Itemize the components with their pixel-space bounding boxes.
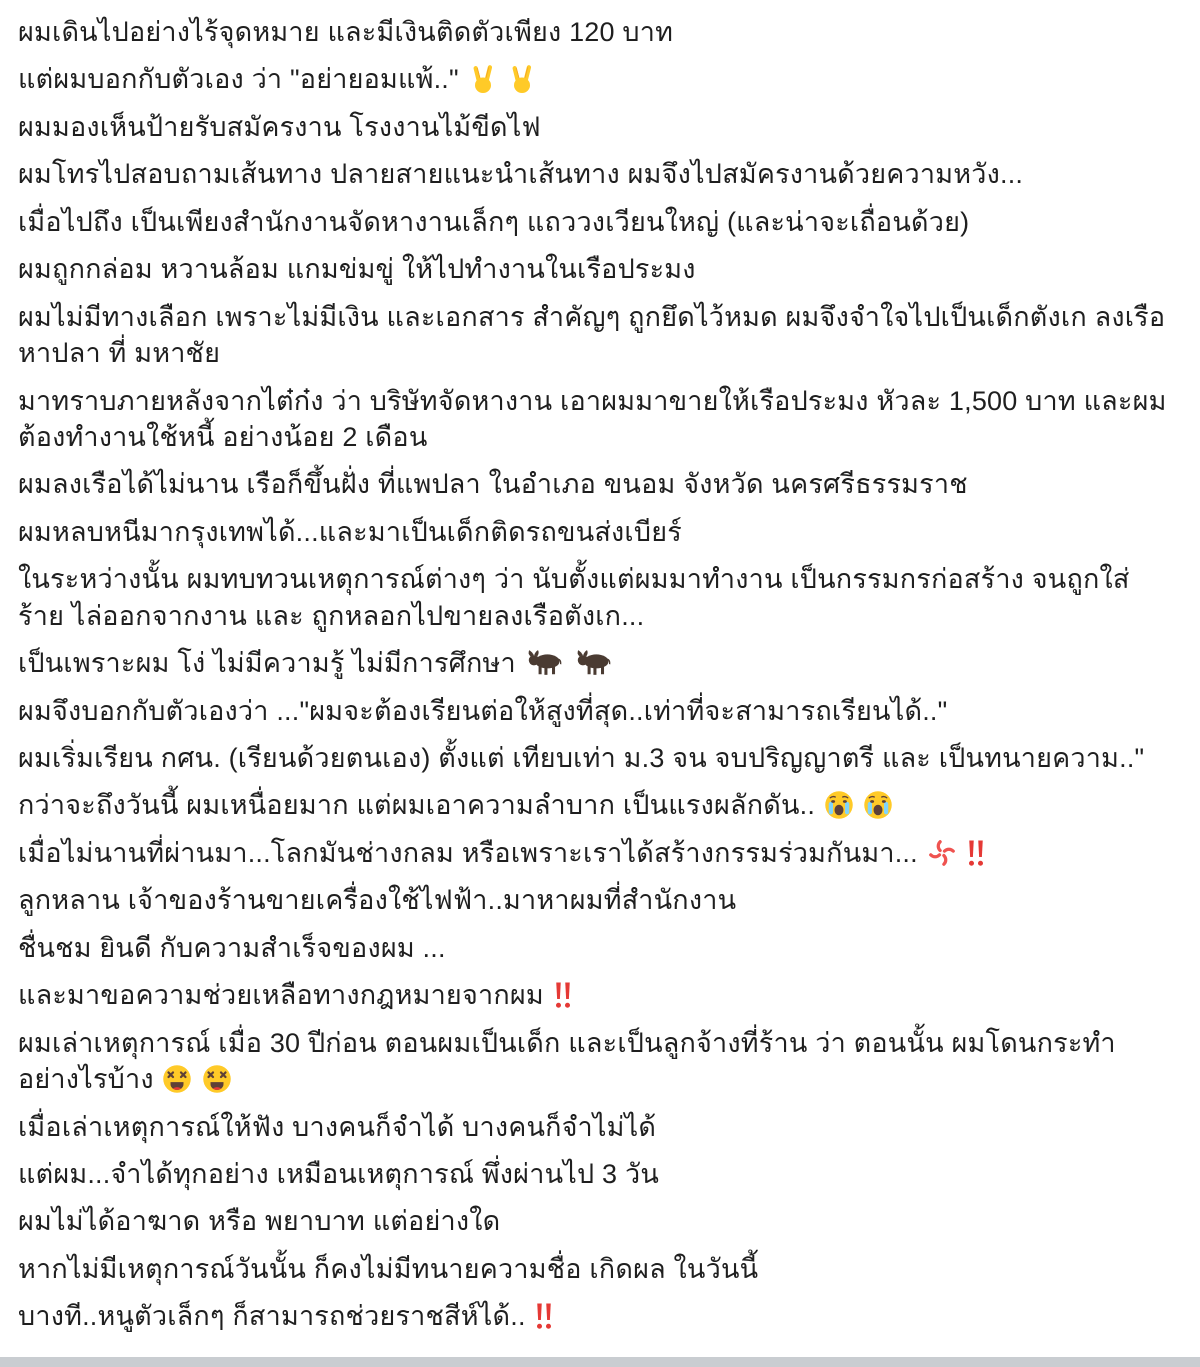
paragraph [18, 1298, 1174, 1334]
victory-hand-icon [468, 64, 498, 94]
paragraph-text: ในระหว่างนั้น ผมทบทวนเหตุการณ์ต่างๆ ว่า นับตั้งแต่ผมมาทำงาน เป็นกรรมกรก่อสร้าง จนถูกใส่ร้าย ไล่ออกจากงาน และ ถูกหลอกไปขายลงเรือตังเก... [18, 564, 1130, 631]
paragraph-text: มาทราบภายหลังจากไต๋ก๋ง ว่า บริษัทจัดหางาน เอาผมมาขายให้เรือประมง หัวละ 1,500 บาท และผมต้องทำงานใช้หนี้ อย่างน้อย 2 เดือน [18, 385, 1167, 452]
paragraph [18, 1156, 1174, 1192]
paragraph-text: ผมลงเรือได้ไม่นาน เรือก็ขึ้นฝั่ง ที่แพปลา ในอำเภอ ขนอม จังหวัด นครศรีธรรมราช [18, 469, 968, 500]
paragraph [18, 61, 1174, 97]
tired-face-icon [202, 1064, 232, 1094]
paragraph [18, 109, 1174, 145]
paragraph [18, 930, 1174, 966]
paragraph [18, 299, 1174, 372]
paragraph-text: ชื่นชม ยินดี กับความสำเร็จของผม ... [18, 932, 446, 963]
paragraph-text: แต่ผมบอกกับตัวเอง ว่า "อย่ายอมแพ้.." [18, 64, 459, 95]
paragraph-text: เป็นเพราะผม โง่ ไม่มีความรู้ ไม่มีการศึกษา [18, 648, 516, 679]
paragraph-text: เมื่อไปถึง เป็นเพียงสำนักงานจัดหางานเล็กๆ แถววงเวียนใหญ่ (และน่าจะเถื่อนด้วย) [18, 206, 970, 237]
bottom-divider [0, 1357, 1200, 1367]
water-buffalo-icon [525, 648, 565, 676]
tired-face-icon [162, 1064, 192, 1094]
double-exclamation-icon [534, 1301, 554, 1331]
double-exclamation-icon [553, 980, 573, 1010]
double-exclamation-icon [966, 838, 986, 868]
victory-hand-icon [507, 64, 537, 94]
paragraph [18, 383, 1174, 456]
paragraph [18, 14, 1174, 50]
paragraph [18, 1251, 1174, 1287]
paragraph [18, 156, 1174, 192]
paragraph [18, 514, 1174, 550]
paragraph-text: แต่ผม...จำได้ทุกอย่าง เหมือนเหตุการณ์ พึ่งผ่านไป 3 วัน [18, 1158, 659, 1189]
paragraph-text: ผมจึงบอกกับตัวเองว่า ..."ผมจะต้องเรียนต่อให้สูงที่สุด..เท่าที่จะสามารถเรียนได้.." [18, 695, 948, 726]
paragraph-text: ผมโทรไปสอบถามเส้นทาง ปลายสายแนะนำเส้นทาง ผมจึงไปสมัครงานด้วยความหวัง... [18, 159, 1024, 190]
paragraph-text: ลูกหลาน เจ้าของร้านขายเครื่องใช้ไฟฟ้า..มาหาผมที่สำนักงาน [18, 885, 737, 916]
anger-symbol-icon [927, 838, 957, 868]
paragraph-text: ผมเริ่มเรียน กศน. (เรียนด้วยตนเอง) ตั้งแต่ เทียบเท่า ม.3 จน จบปริญญาตรี และ เป็นทนายความ.." [18, 743, 1145, 773]
paragraph-text: ผมหลบหนีมากรุงเทพได้...และมาเป็นเด็กติดรถขนส่งเบียร์ [18, 516, 682, 547]
paragraph [18, 204, 1174, 240]
paragraph [18, 1203, 1174, 1239]
paragraph [18, 882, 1174, 918]
paragraph [18, 835, 1174, 871]
paragraph-text: บางที..หนูตัวเล็กๆ ก็สามารถช่วยราชสีห์ได้.. [18, 1301, 526, 1332]
paragraph-text: กว่าจะถึงวันนี้ ผมเหนื่อยมาก แต่ผมเอาความลำบาก เป็นแรงผลักดัน.. [18, 790, 816, 821]
paragraph-text: และมาขอความช่วยเหลือทางกฎหมายจากผม [18, 980, 544, 1011]
paragraph-text: ผมมองเห็นป้ายรับสมัครงาน โรงงานไม้ขีดไฟ [18, 111, 541, 142]
paragraph [18, 561, 1174, 634]
paragraph [18, 1025, 1174, 1098]
loudly-crying-face-icon [863, 790, 893, 820]
paragraph-text: หากไม่มีเหตุการณ์วันนั้น ก็คงไม่มีทนายความชื่อ เกิดผล ในวันนี้ [18, 1253, 759, 1284]
paragraph [18, 251, 1174, 287]
paragraph [18, 787, 1174, 823]
paragraph [18, 740, 1174, 776]
paragraph-text: เมื่อไม่นานที่ผ่านมา...โลกมันช่างกลม หรือเพราะเราได้สร้างกรรมร่วมกันมา... [18, 837, 918, 868]
paragraph [18, 645, 1174, 681]
water-buffalo-icon [574, 648, 614, 676]
paragraph-text: ผมไม่มีทางเลือก เพราะไม่มีเงิน และเอกสาร สำคัญๆ ถูกยึดไว้หมด ผมจึงจำใจไปเป็นเด็กตังเก ลงเรือหาปลา ที่ มหาชัย [18, 301, 1166, 369]
paragraph-text: ผมเล่าเหตุการณ์ เมื่อ 30 ปีก่อน ตอนผมเป็นเด็ก และเป็นลูกจ้างที่ร้าน ว่า ตอนนั้น ผมโดนกระทำอย่างไรบ้าง [18, 1027, 1116, 1095]
paragraph [18, 1109, 1174, 1145]
paragraph [18, 977, 1174, 1013]
paragraph [18, 466, 1174, 502]
paragraph-text: เมื่อเล่าเหตุการณ์ให้ฟัง บางคนก็จำได้ บางคนก็จำไม่ได้ [18, 1111, 657, 1142]
paragraph-text: ผมไม่ได้อาฆาด หรือ พยาบาท แต่อย่างใด [18, 1206, 501, 1237]
paragraph-text: ผมเดินไปอย่างไร้จุดหมาย และมีเงินติดตัวเพียง 120 บาท [18, 17, 674, 47]
paragraph-text: ผมถูกกล่อม หวานล้อม แกมข่มขู่ ให้ไปทำงานในเรือประมง [18, 254, 696, 285]
paragraph [18, 693, 1174, 729]
loudly-crying-face-icon [824, 790, 854, 820]
